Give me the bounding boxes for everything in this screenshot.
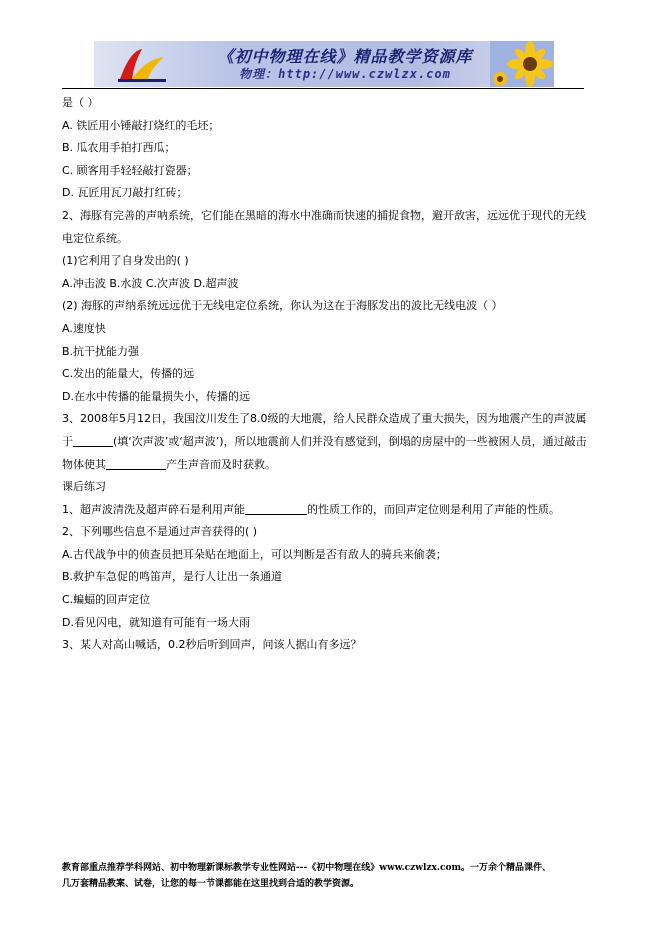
question-3 [62,408,592,476]
question-2-part-2: (2) 海豚的声纳系统远远优于无线电定位系统，你认为这在于海豚发出的波比无线电波（ ） [62,299,503,313]
question-2: 2、海豚有完善的声呐系统，它们能在黑暗的海水中准确而快速的捕捉食物，避开敌害，远远优于现代的无线电定位系统。 [62,208,586,245]
option-c: C. 顾客用手轻轻敲打瓷器； [62,163,198,177]
option-b: B. 瓜农用手拍打西瓜； [62,141,176,155]
question-stem-end: 是（ ） [62,96,99,109]
answer-blank[interactable] [106,457,166,470]
document-body [62,92,592,657]
exercise-3: 3、某人对高山喊话，0.2秒后听到回声，问该人据山有多远？ [62,638,362,652]
option-a: A.速度快 [62,321,106,335]
footer-line-1: 教育部重点推荐学科网站、初中物理新课标教学专业性网站---《初中物理在线》www.czwlzx.com。一万余个精品课件、 [62,863,552,873]
option-a: A. 铁匠用小锤敲打烧红的毛坯； [62,118,220,132]
answer-blank[interactable] [245,502,307,515]
section-heading: 课后练习 [62,480,106,494]
answer-blank[interactable] [73,434,113,447]
exercise-2: 2、下列哪些信息不是通过声音获得的( ) [62,525,258,539]
footer-line-2: 几万套精品教案、试卷，让您的每一节课都能在这里找到合适的教学资源。 [62,879,360,889]
page-footer [62,860,602,892]
option-c: C.发出的能量大，传播的远 [62,367,195,381]
header-banner [94,41,554,87]
option-d: D.看见闪电，就知道有可能有一场大雨 [62,615,250,629]
exercise-1-text-2: 的性质工作的，而回声定位则是利用了声能的性质。 [307,502,560,516]
question-3-text-3: 产生声音而及时获救。 [166,457,276,471]
option-c: C.蝙蝠的回声定位 [62,593,151,607]
option-b: B.抗干扰能力强 [62,344,140,358]
option-d: D. 瓦匠用瓦刀敲打红砖； [62,186,188,200]
option-d: D.在水中传播的能量损失小，传播的远 [62,389,250,403]
option-b: B.救护车急促的鸣笛声，是行人让出一条通道 [62,570,283,584]
site-logo-icon [112,45,172,85]
exercise-1-text-1: 1、超声波清洗及超声碎石是利用声能 [62,502,245,516]
question-3-text-1: 3、2008年5月12日，我国汶川发生了8.0级的大地震，给人民群众造成了重大损失，因为地震产生的声波属于 [62,412,587,448]
banner-title: 《初中物理在线》精品教学资源库 [217,47,473,66]
question-3-text-2: (填‘次声波’或‘超声波’)，所以地震前人们并没有感觉到，倒塌的房屋中的一些被困人员，通过敲击物体使其 [62,434,587,471]
question-2-part-1: (1)它利用了自身发出的( ) [62,254,189,268]
sunflower-icon [490,41,554,87]
question-2-part-1-options: A.冲击波 B.水波 C.次声波 D.超声波 [62,276,239,290]
banner-url: 物理：http://www.czwlzx.com [239,67,451,81]
header-rule [62,88,584,89]
option-a: A.古代战争中的侦查员把耳朵贴在地面上，可以判断是否有敌人的骑兵来偷袭； [62,547,447,561]
exercise-1 [62,499,592,522]
